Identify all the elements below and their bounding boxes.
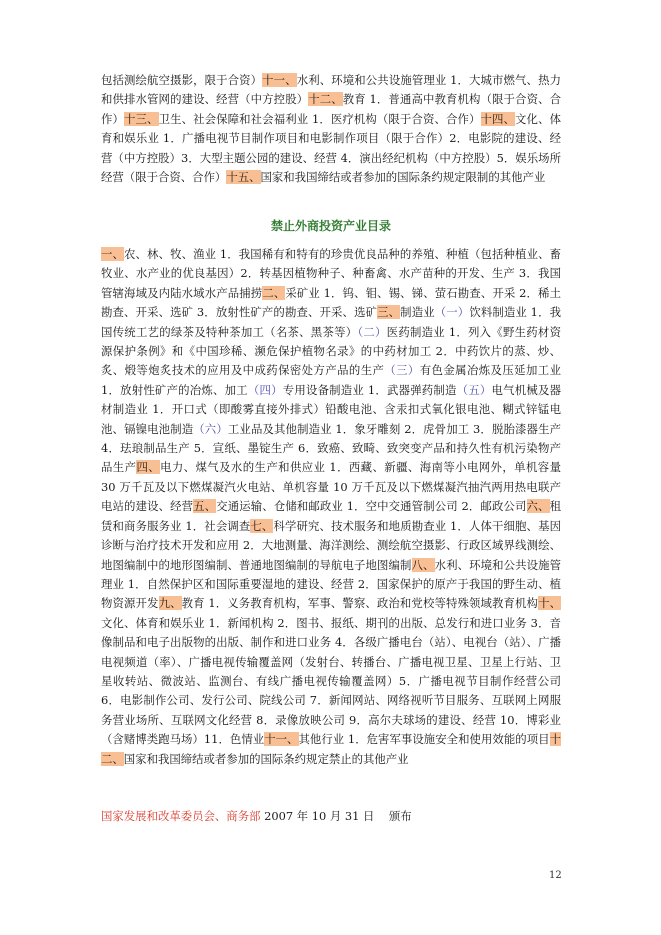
issue-date: 2007 年 10 月 31 日 bbox=[264, 809, 375, 823]
section-number: 十二、 bbox=[101, 732, 561, 766]
text-run: 文化、体育和娱乐业 1．广播电视节目制作项目和电影制作项目（限于合作）2．电影院的建设、经营（中方控股）3．大型主题公园的建设、经营 4．演出经纪机构（中方控股）5．娱乐场所经营（限于合资、合作） bbox=[101, 111, 561, 185]
issue-action: 颁布 bbox=[388, 809, 412, 823]
section-number: 八、 bbox=[411, 557, 435, 572]
subsection-number: （二） bbox=[357, 324, 387, 339]
text-run: 科学研究、技术服务和地质勘查业 1．人体干细胞、基因诊断与治疗技术开发和应用 2．大地测量、海洋测绘、测绘航空摄影、行政区域界线测绘、地图编制中的地形图编制、普通地图编制的导航电子地图编制 bbox=[101, 518, 561, 572]
subsection-number: （四） bbox=[247, 382, 283, 397]
section-number: 三、 bbox=[377, 305, 401, 320]
text-run: 交通运输、仓储和邮政业 1．空中交通管制公司 2．邮政公司 bbox=[216, 499, 527, 514]
section-number: 十四、 bbox=[480, 111, 516, 126]
section-number: 六、 bbox=[526, 499, 550, 514]
section-number: 一、 bbox=[101, 247, 125, 261]
text-run: 教育 1．普通高中教育机构（限于合资、合作） bbox=[101, 92, 561, 126]
text-run: 其他行业 1．危害军事设施安全和使用效能的项目 bbox=[298, 732, 550, 747]
restricted-industries-continuation bbox=[101, 71, 561, 187]
section-number: 五、 bbox=[193, 499, 217, 514]
text-run: 采矿业 1．钨、钼、锡、锑、萤石勘查、开采 2．稀土勘查、开采、选矿 3．放射性矿产的勘查、开采、选矿 bbox=[101, 285, 561, 320]
issuer: 国家发展和改革委员会、商务部 bbox=[101, 809, 261, 823]
text-run: 教育 1．义务教育机构，军事、警察、政治和党校等特殊领域教育机构 bbox=[181, 596, 539, 611]
section-number: 二、 bbox=[262, 285, 286, 300]
text-run: 租赁和商务服务业 1．社会调查 bbox=[101, 499, 561, 533]
text-run: 文化、体育和娱乐业 1．新闻机构 2．图书、报纸、期刊的出版、总发行和进口业务 3．音像制品和电子出版物的出版、制作和进口业务 4．各级广播电台（站）、电视台（站）、广播电视频道（率）、广播电视传输覆盖网（发射台、转播台、广播电视卫星、卫星上行站、卫星收转站、微波站、监测台、有线广播电视传输覆盖网）5．广播电视节目制作经营公司 6．电影制作公司、发行公司、院线公司 7．新闻网站、网络视听节目服务、互联网上网服务营业场所、互联网文化经营 8．录像放映公司 9．高尔夫球场的建设、经营 10．博彩业（含赌博类跑马场）11．色情业 bbox=[101, 615, 561, 747]
section-number: 十二、 bbox=[308, 92, 343, 107]
signature-line bbox=[101, 808, 412, 824]
subsection-number: （六） bbox=[193, 421, 228, 436]
section-number: 九、 bbox=[158, 596, 182, 611]
subsection-number: （一） bbox=[434, 305, 470, 320]
text-run: 医药制造业 1．列入《野生药材资源保护条例》和《中国珍稀、濒危保护植物名录》的中药材加工 2．中药饮片的蒸、炒、炙、煅等炮炙技术的应用及中成药保密处方产品的生产 bbox=[101, 324, 561, 378]
section-number: 十三、 bbox=[124, 111, 159, 126]
text-run: 卫生、社会保障和社会福利业 1．医疗机构（限于合资、合作） bbox=[158, 111, 481, 126]
section-number: 十一、 bbox=[264, 732, 299, 747]
text-run: 包括测绘航空摄影，限于合资） bbox=[101, 73, 263, 87]
section-number: 十、 bbox=[538, 596, 561, 611]
section-number: 十一、 bbox=[262, 73, 297, 87]
page-number: 12 bbox=[549, 870, 562, 881]
text-run: 电力、煤气及水的生产和供应业 1．西藏、新疆、海南等小电网外，单机容量 30 万千瓦及以下燃煤凝汽火电站、单机容量 10 万千瓦及以下燃煤凝汽抽汽两用热电联产电站的建设、经营 bbox=[101, 460, 561, 514]
text-run: 水利、环境和公共设施管理业 1．大城市燃气、热力和供排水管网的建设、经营（中方控股） bbox=[101, 73, 561, 107]
text-run: 专用设备制造业 1．武器弹药制造 bbox=[282, 382, 457, 397]
section-number: 四、 bbox=[136, 460, 161, 475]
text-run: 有色金属冶炼及压延加工业 1．放射性矿产的冶炼、加工 bbox=[101, 363, 561, 397]
section-number: 七、 bbox=[250, 518, 274, 533]
text-run: 水利、环境和公共设施管理业 1．自然保护区和国际重要湿地的建设、经营 2．国家保护的原产于我国的野生动、植物资源开发 bbox=[101, 557, 561, 611]
text-run: 电气机械及器材制造业 1．开口式（即酸雾直接外排式）铅酸电池、含汞扣式氧化银电池、糊式锌锰电池、镉镍电池制造 bbox=[101, 382, 561, 436]
subsection-number: （五） bbox=[456, 382, 492, 397]
text-run: 饮料制造业 1．我国传统工艺的绿茶及特种茶加工（名茶、黑茶等） bbox=[101, 305, 561, 339]
text-run: 制造业 bbox=[400, 305, 435, 320]
text-run: 国家和我国缔结或者参加的国际条约规定限制的其他产业 bbox=[260, 170, 546, 185]
section-heading: 禁止外商投资产业目录 bbox=[270, 219, 391, 233]
prohibited-industries-list bbox=[101, 245, 561, 769]
subsection-number: （三） bbox=[384, 363, 420, 378]
text-run: 农、林、牧、渔业 1．我国稀有和特有的珍贵优良品种的养殖、种植（包括种植业、畜牧业、水产业的优良基因）2．转基因植物种子、种畜禽、水产苗种的开发、生产 3．我国管辖海域及内陆水域水产品捕捞 bbox=[101, 247, 561, 300]
section-number: 十五、 bbox=[226, 170, 261, 185]
text-run: 国家和我国缔结或者参加的国际条约规定禁止的其他产业 bbox=[123, 751, 409, 766]
text-run: 工业品及其他制造业 1．象牙雕刻 2．虎骨加工 3．脱胎漆器生产 4．珐琅制品生产 5．宣纸、墨锭生产 6．致癌、致畸、致突变产品和持久性有机污染物产品生产 bbox=[101, 421, 561, 475]
